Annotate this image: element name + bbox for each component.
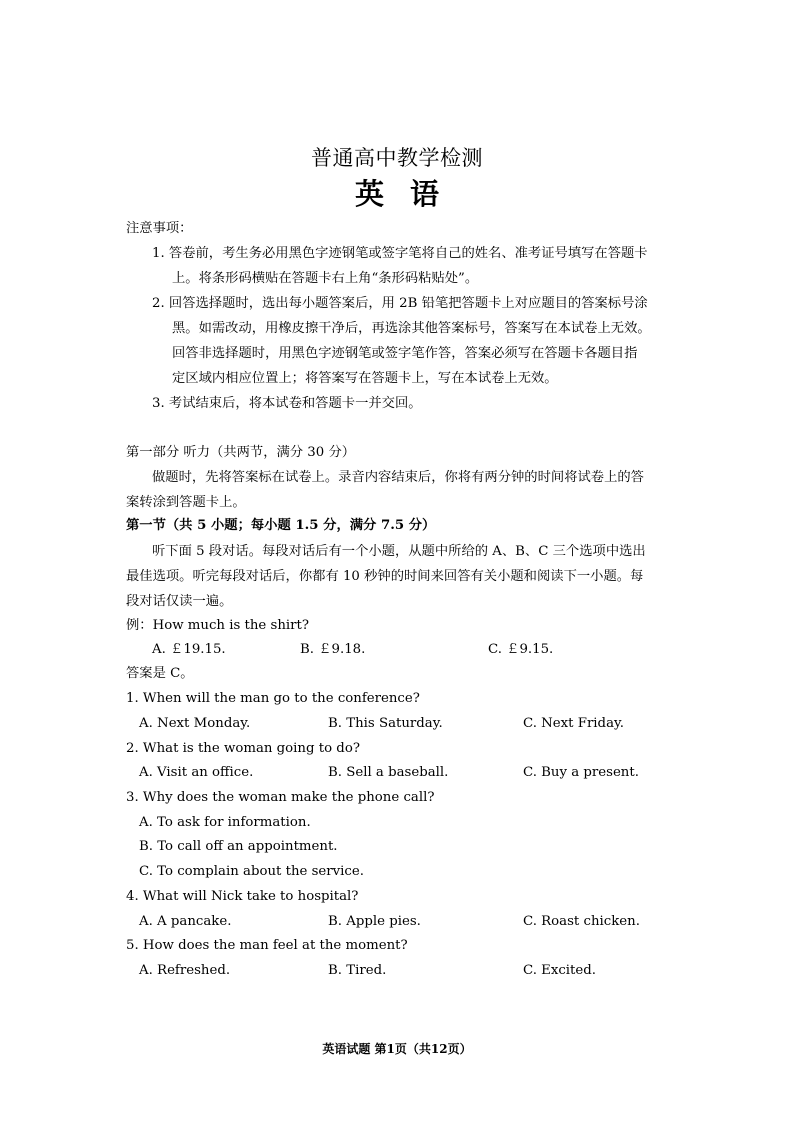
question-5: 5. How does the man feel at the moment? [126, 938, 408, 953]
question-4: 4. What will Nick take to hospital? [126, 889, 359, 904]
page-footer: 英语试题 第1页（共12页） [322, 1042, 472, 1056]
question-4-option-b: B. Apple pies. [328, 914, 421, 929]
question-3-option-b: B. To call off an appointment. [139, 839, 338, 854]
example-option-a: A. ￡19.15. [152, 642, 226, 657]
question-1-option-b: B. This Saturday. [328, 716, 443, 731]
section-intro-line-2: 最佳选项。听完每段对话后，你都有 10 秒钟的时间来回答有关小题和阅读下一小题。每 [126, 569, 644, 584]
example-question: 例：How much is the shirt? [126, 618, 309, 633]
part-intro-line-1: 做题时，先将答案标在试卷上。录音内容结束后，你将有两分钟的时间将试卷上的答 [152, 470, 644, 485]
question-5-option-b: B. Tired. [328, 963, 387, 978]
question-5-option-a: A. Refreshed. [139, 963, 231, 978]
question-3-option-c: C. To complain about the service. [139, 864, 364, 879]
notice-item-3-line-1: 3. 考试结束后，将本试卷和答题卡一并交回。 [152, 396, 422, 411]
question-4-option-c: C. Roast chicken. [523, 914, 640, 929]
section-intro-line-1: 听下面 5 段对话。每段对话后有一个小题，从题中所给的 A、B、C 三个选项中选出 [152, 544, 646, 559]
notice-item-2-line-1: 2. 回答选择题时，选出每小题答案后，用 2B 铅笔把答题卡上对应题目的答案标号涂 [152, 296, 648, 311]
question-2-option-b: B. Sell a baseball. [328, 765, 449, 780]
notice-item-1-line-2: 上。将条形码横贴在答题卡右上角“条形码粘贴处”。 [172, 271, 479, 286]
question-2-option-a: A. Visit an office. [139, 765, 254, 780]
section-intro-line-3: 段对话仅读一遍。 [126, 594, 233, 609]
question-2: 2. What is the woman going to do? [126, 741, 360, 756]
exam-title: 普通高中教学检测 [311, 146, 483, 170]
part-heading: 第一部分 听力（共两节，满分 30 分） [126, 445, 356, 460]
notice-item-1-line-1: 1. 答卷前，考生务必用黑色字迹钢笔或签字笔将自己的姓名、准考证号填写在答题卡 [152, 246, 648, 261]
example-option-c: C. ￡9.15. [488, 642, 554, 657]
question-2-option-c: C. Buy a present. [523, 765, 639, 780]
question-3: 3. Why does the woman make the phone call? [126, 790, 435, 805]
example-answer: 答案是 C。 [126, 666, 194, 681]
question-5-option-c: C. Excited. [523, 963, 597, 978]
part-intro-line-2: 案转涂到答题卡上。 [126, 495, 246, 510]
notice-item-2-line-2: 黑。如需改动，用橡皮擦干净后，再选涂其他答案标号，答案写在本试卷上无效。 [172, 321, 651, 336]
subject-title: 英语 [354, 177, 465, 211]
question-3-option-a: A. To ask for information. [139, 815, 311, 830]
notice-item-2-line-4: 定区域内相应位置上；将答案写在答题卡上，写在本试卷上无效。 [172, 371, 558, 386]
question-1-option-a: A. Next Monday. [139, 716, 251, 731]
question-1: 1. When will the man go to the conference? [126, 691, 420, 706]
question-1-option-c: C. Next Friday. [523, 716, 624, 731]
notice-item-2-line-3: 回答非选择题时，用黑色字迹钢笔或签字笔作答，答案必须写在答题卡各题目指 [172, 346, 638, 361]
question-4-option-a: A. A pancake. [139, 914, 232, 929]
notice-heading: 注意事项： [126, 221, 193, 236]
section-heading: 第一节（共 5 小题；每小题 1.5 分，满分 7.5 分） [126, 518, 436, 533]
example-option-b: B. ￡9.18. [300, 642, 366, 657]
